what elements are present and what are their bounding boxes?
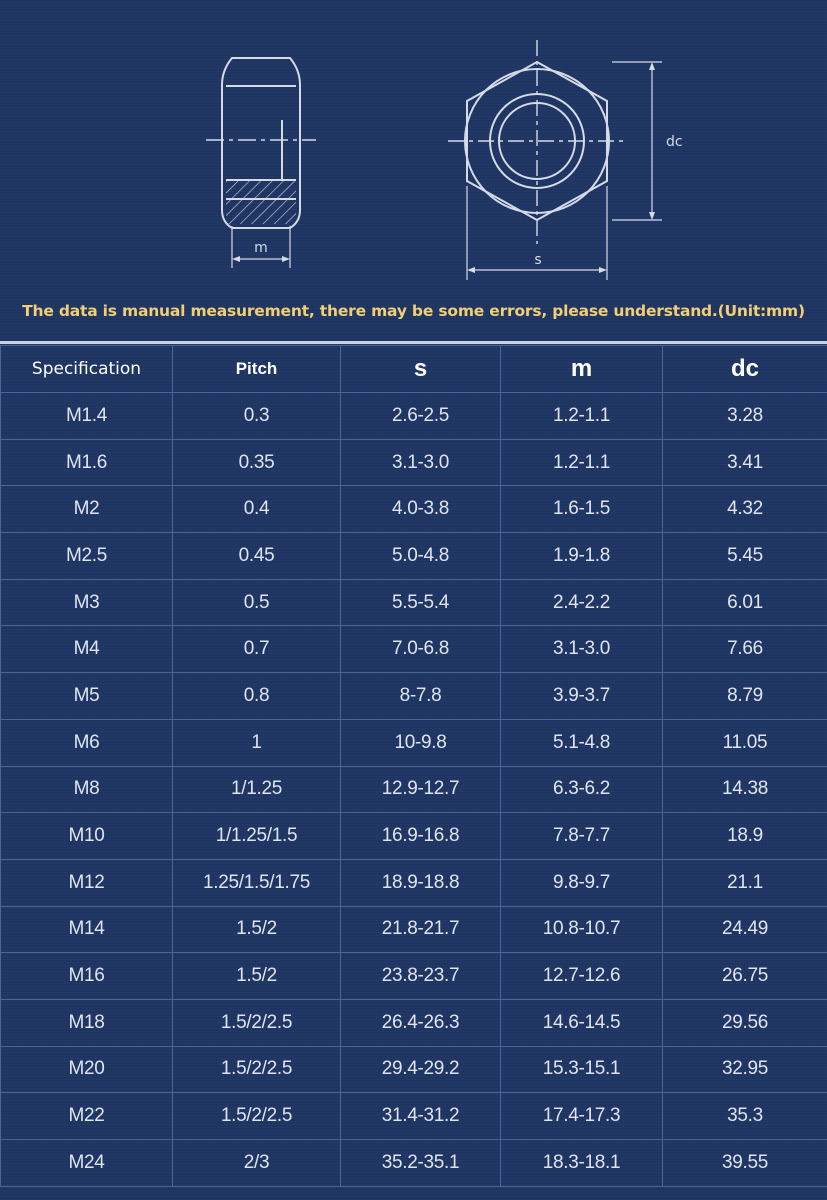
cell-s: 18.9-18.8: [341, 859, 501, 906]
cell-dc: 7.66: [663, 626, 827, 673]
cell-specification: M20: [1, 1046, 173, 1093]
nut-side-view: [206, 58, 316, 268]
cell-specification: M1.4: [1, 393, 173, 440]
cell-dc: 18.9: [663, 813, 827, 860]
cell-dc: 6.01: [663, 579, 827, 626]
header-dc: dc: [663, 346, 827, 393]
label-s: s: [534, 252, 542, 268]
cell-dc: 26.75: [663, 953, 827, 1000]
table-row: [1, 906, 827, 953]
cell-s: 2.6-2.5: [341, 393, 501, 440]
cell-m: 3.1-3.0: [501, 626, 663, 673]
cell-dc: 29.56: [663, 999, 827, 1046]
cell-s: 7.0-6.8: [341, 626, 501, 673]
cell-m: 1.2-1.1: [501, 393, 663, 440]
cell-pitch: 1: [173, 719, 341, 766]
cell-m: 14.6-14.5: [501, 999, 663, 1046]
cell-pitch: 2/3: [173, 1140, 341, 1187]
table-row: [1, 1140, 827, 1187]
table-row: [1, 719, 827, 766]
cell-s: 3.1-3.0: [341, 439, 501, 486]
cell-m: 6.3-6.2: [501, 766, 663, 813]
label-m: m: [254, 240, 268, 256]
table-row: [1, 1046, 827, 1093]
cell-pitch: 1.5/2/2.5: [173, 1093, 341, 1140]
cell-dc: 32.95: [663, 1046, 827, 1093]
header-specification: Specification: [1, 346, 173, 393]
cell-s: 8-7.8: [341, 673, 501, 720]
spec-table: [0, 345, 827, 1187]
header-s: s: [341, 346, 501, 393]
label-dc: dc: [666, 134, 683, 150]
cell-dc: 5.45: [663, 533, 827, 580]
cell-s: 5.0-4.8: [341, 533, 501, 580]
table-row: [1, 486, 827, 533]
cell-specification: M16: [1, 953, 173, 1000]
cell-m: 10.8-10.7: [501, 906, 663, 953]
table-header-row: [1, 346, 827, 393]
cell-pitch: 1.25/1.5/1.75: [173, 859, 341, 906]
table-row: [1, 439, 827, 486]
cell-pitch: 0.35: [173, 439, 341, 486]
cell-dc: 14.38: [663, 766, 827, 813]
cell-s: 26.4-26.3: [341, 999, 501, 1046]
cell-specification: M3: [1, 579, 173, 626]
hex-nut-drawing: [0, 0, 827, 290]
cell-pitch: 0.5: [173, 579, 341, 626]
table-row: [1, 953, 827, 1000]
table-row: [1, 813, 827, 860]
cell-pitch: 0.7: [173, 626, 341, 673]
cell-pitch: 0.45: [173, 533, 341, 580]
cell-s: 21.8-21.7: [341, 906, 501, 953]
cell-pitch: 1/1.25: [173, 766, 341, 813]
cell-m: 7.8-7.7: [501, 813, 663, 860]
cell-specification: M24: [1, 1140, 173, 1187]
cell-pitch: 1.5/2: [173, 906, 341, 953]
cell-m: 1.6-1.5: [501, 486, 663, 533]
cell-specification: M14: [1, 906, 173, 953]
cell-specification: M2: [1, 486, 173, 533]
cell-specification: M2.5: [1, 533, 173, 580]
cell-specification: M10: [1, 813, 173, 860]
table-row: [1, 1093, 827, 1140]
cell-specification: M5: [1, 673, 173, 720]
cell-specification: M22: [1, 1093, 173, 1140]
header-m: m: [501, 346, 663, 393]
cell-specification: M4: [1, 626, 173, 673]
cell-m: 1.2-1.1: [501, 439, 663, 486]
table-row: [1, 766, 827, 813]
cell-pitch: 1/1.25/1.5: [173, 813, 341, 860]
measurement-notice: The data is manual measurement, there may be some errors, please understand.(Unit:mm): [22, 302, 805, 320]
cell-pitch: 0.4: [173, 486, 341, 533]
cell-pitch: 0.8: [173, 673, 341, 720]
cell-s: 35.2-35.1: [341, 1140, 501, 1187]
cell-s: 31.4-31.2: [341, 1093, 501, 1140]
table-row: [1, 626, 827, 673]
cell-dc: 4.32: [663, 486, 827, 533]
cell-pitch: 1.5/2/2.5: [173, 999, 341, 1046]
cell-m: 15.3-15.1: [501, 1046, 663, 1093]
cell-s: 29.4-29.2: [341, 1046, 501, 1093]
cell-specification: M8: [1, 766, 173, 813]
cell-specification: M1.6: [1, 439, 173, 486]
cell-s: 16.9-16.8: [341, 813, 501, 860]
cell-dc: 8.79: [663, 673, 827, 720]
table-row: [1, 859, 827, 906]
cell-s: 10-9.8: [341, 719, 501, 766]
table-row: [1, 393, 827, 440]
cell-specification: M18: [1, 999, 173, 1046]
separator-line: [0, 341, 827, 344]
nut-top-view: [448, 40, 662, 280]
cell-specification: M12: [1, 859, 173, 906]
cell-m: 17.4-17.3: [501, 1093, 663, 1140]
cell-dc: 3.28: [663, 393, 827, 440]
cell-pitch: 1.5/2: [173, 953, 341, 1000]
cell-dc: 24.49: [663, 906, 827, 953]
cell-dc: 35.3: [663, 1093, 827, 1140]
cell-s: 4.0-3.8: [341, 486, 501, 533]
cell-dc: 21.1: [663, 859, 827, 906]
cell-m: 12.7-12.6: [501, 953, 663, 1000]
cell-m: 9.8-9.7: [501, 859, 663, 906]
cell-specification: M6: [1, 719, 173, 766]
table-row: [1, 579, 827, 626]
table-row: [1, 533, 827, 580]
cell-m: 3.9-3.7: [501, 673, 663, 720]
cell-dc: 11.05: [663, 719, 827, 766]
table-row: [1, 999, 827, 1046]
table-row: [1, 673, 827, 720]
cell-m: 2.4-2.2: [501, 579, 663, 626]
header-pitch: Pitch: [173, 346, 341, 393]
cell-pitch: 0.3: [173, 393, 341, 440]
cell-s: 12.9-12.7: [341, 766, 501, 813]
cell-m: 1.9-1.8: [501, 533, 663, 580]
cell-dc: 39.55: [663, 1140, 827, 1187]
cell-m: 18.3-18.1: [501, 1140, 663, 1187]
cell-s: 23.8-23.7: [341, 953, 501, 1000]
cell-m: 5.1-4.8: [501, 719, 663, 766]
cell-dc: 3.41: [663, 439, 827, 486]
cell-s: 5.5-5.4: [341, 579, 501, 626]
cell-pitch: 1.5/2/2.5: [173, 1046, 341, 1093]
